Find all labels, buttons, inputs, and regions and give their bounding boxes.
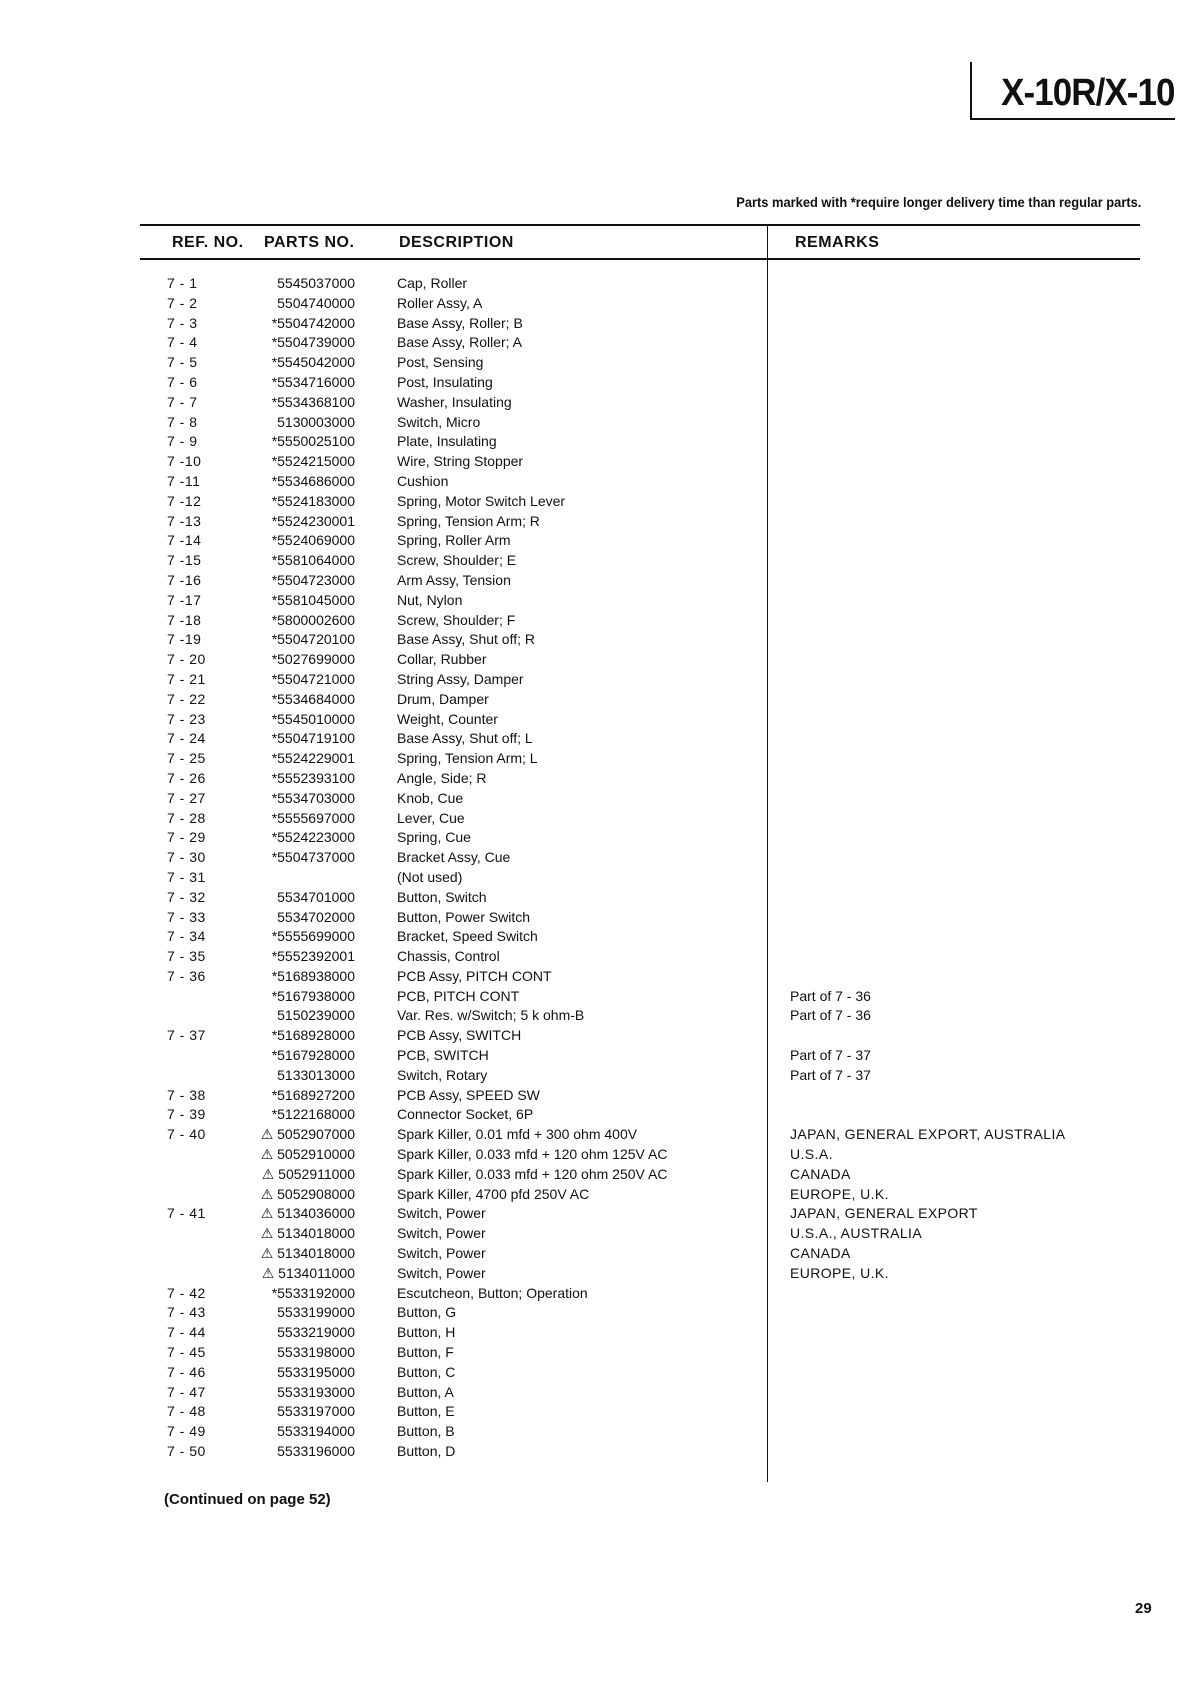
parts-no-cell: *5550025100	[271, 433, 355, 450]
table-row	[0, 1402, 1191, 1422]
table-top-rule	[140, 224, 1140, 226]
parts-no-cell: *5524230001	[271, 512, 355, 529]
table-row	[0, 1066, 1191, 1086]
parts-no-cell: ⚠ 5052908000	[260, 1185, 355, 1202]
parts-no-cell: *5552393100	[271, 769, 355, 786]
header-parts-no: PARTS NO.	[264, 234, 355, 251]
table-row	[0, 1343, 1191, 1363]
remarks-cell: Part of 7 - 37	[790, 1047, 871, 1064]
parts-no-cell: ⚠ 5052910000	[260, 1146, 355, 1163]
parts-no-cell: ⚠ 5134036000	[260, 1205, 355, 1222]
description-cell: PCB Assy, PITCH CONT	[397, 967, 552, 984]
parts-no-cell: *5545010000	[271, 710, 355, 727]
table-row	[0, 1006, 1191, 1026]
table-row	[0, 927, 1191, 947]
ref-no-cell: 7 - 30	[167, 849, 206, 866]
parts-no-cell: *5167938000	[271, 987, 355, 1004]
table-row	[0, 353, 1191, 373]
ref-no-cell: 7 -17	[167, 591, 202, 608]
model-title: X-10R/X-10	[1001, 72, 1175, 114]
description-cell: Roller Assy, A	[397, 294, 483, 311]
parts-no-cell: *5534368100	[271, 393, 355, 410]
ref-no-cell: 7 - 4	[167, 334, 198, 351]
description-cell: Escutcheon, Button; Operation	[397, 1284, 588, 1301]
parts-no-cell: *5167928000	[271, 1047, 355, 1064]
ref-no-cell: 7 -11	[167, 472, 201, 489]
description-cell: Nut, Nylon	[397, 591, 463, 608]
description-cell: Button, F	[397, 1344, 454, 1361]
ref-no-cell: 7 - 20	[167, 651, 206, 668]
header-ref-no: REF. NO.	[172, 234, 244, 251]
table-row	[0, 1086, 1191, 1106]
ref-no-cell: 7 -19	[167, 631, 202, 648]
ref-no-cell: 7 -14	[167, 532, 202, 549]
ref-no-cell: 7 - 47	[167, 1383, 206, 1400]
ref-no-cell: 7 - 36	[167, 967, 206, 984]
description-cell: Connector Socket, 6P	[397, 1106, 534, 1123]
table-row	[0, 670, 1191, 690]
parts-no-cell: ⚠ 5134018000	[260, 1225, 355, 1242]
remarks-cell: EUROPE, U.K.	[790, 1185, 889, 1202]
parts-no-cell: *5504742000	[271, 314, 355, 331]
table-row	[0, 1284, 1191, 1304]
table-row	[0, 967, 1191, 987]
table-row	[0, 571, 1191, 591]
remarks-cell: CANADA	[790, 1165, 851, 1182]
remarks-cell: JAPAN, GENERAL EXPORT	[790, 1205, 978, 1222]
table-row	[0, 393, 1191, 413]
table-row	[0, 987, 1191, 1007]
parts-no-cell: *5533192000	[271, 1284, 355, 1301]
table-row	[0, 789, 1191, 809]
ref-no-cell: 7 - 1	[167, 275, 198, 291]
table-row	[0, 769, 1191, 789]
table-row	[0, 868, 1191, 888]
parts-no-cell: *5534686000	[271, 472, 355, 489]
table-row	[0, 591, 1191, 611]
remarks-cell: Part of 7 - 37	[790, 1066, 871, 1083]
ref-no-cell: 7 -16	[167, 571, 202, 588]
table-row	[0, 1125, 1191, 1145]
parts-no-cell: 5533197000	[277, 1403, 355, 1420]
description-cell: Var. Res. w/Switch; 5 k ohm-B	[397, 1007, 585, 1024]
parts-no-cell: ⚠ 5052911000	[261, 1165, 355, 1182]
parts-no-cell: 5533196000	[277, 1443, 355, 1460]
parts-no-cell: *5524183000	[271, 492, 355, 509]
model-title-box	[970, 62, 1175, 120]
description-cell: Bracket, Speed Switch	[397, 928, 538, 945]
table-row	[0, 690, 1191, 710]
description-cell: Base Assy, Shut off; R	[397, 631, 535, 648]
ref-no-cell: 7 - 5	[167, 354, 198, 371]
parts-no-cell: *5555697000	[271, 809, 355, 826]
table-row	[0, 650, 1191, 670]
parts-no-cell: *5524229001	[271, 750, 355, 767]
description-cell: Spark Killer, 0.033 mfd + 120 ohm 250V AC	[397, 1165, 668, 1182]
ref-no-cell: 7 - 7	[167, 393, 198, 410]
description-cell: Spark Killer, 4700 pfd 250V AC	[397, 1185, 590, 1202]
description-cell: Button, H	[397, 1324, 456, 1341]
table-row	[0, 947, 1191, 967]
description-cell: Spring, Cue	[397, 829, 471, 846]
table-row	[0, 1244, 1191, 1264]
table-row	[0, 1442, 1191, 1462]
description-cell: Screw, Shoulder; E	[397, 552, 517, 569]
table-row	[0, 1303, 1191, 1323]
parts-no-cell: *5581045000	[271, 591, 355, 608]
ref-no-cell: 7 -12	[167, 492, 202, 509]
remarks-cell: U.S.A.	[790, 1146, 833, 1163]
ref-no-cell: 7 - 44	[167, 1324, 206, 1341]
description-cell: Switch, Power	[397, 1245, 486, 1262]
ref-no-cell: 7 - 25	[167, 750, 206, 767]
table-row	[0, 1422, 1191, 1442]
description-cell: Button, G	[397, 1304, 457, 1321]
parts-no-cell: *5555699000	[271, 928, 355, 945]
ref-no-cell: 7 -10	[167, 453, 202, 470]
ref-no-cell: 7 - 43	[167, 1304, 206, 1321]
parts-no-cell: *5122168000	[271, 1106, 355, 1123]
ref-no-cell: 7 - 37	[167, 1027, 206, 1044]
description-cell: Base Assy, Roller; B	[397, 314, 523, 331]
ref-no-cell: 7 - 22	[167, 690, 206, 707]
ref-no-cell: 7 - 26	[167, 769, 206, 786]
ref-no-cell: 7 - 41	[167, 1205, 206, 1222]
table-row	[0, 1185, 1191, 1205]
table-row	[0, 432, 1191, 452]
parts-no-cell: *5552392001	[271, 948, 355, 965]
table-row	[0, 333, 1191, 353]
table-row	[0, 1046, 1191, 1066]
parts-no-cell: 5533195000	[277, 1363, 355, 1380]
ref-no-cell: 7 -13	[167, 512, 202, 529]
ref-no-cell: 7 - 24	[167, 730, 206, 747]
description-cell: Washer, Insulating	[397, 393, 512, 410]
ref-no-cell: 7 - 3	[167, 314, 198, 331]
description-cell: PCB Assy, SWITCH	[397, 1027, 522, 1044]
table-row	[0, 630, 1191, 650]
description-cell: Button, B	[397, 1423, 455, 1440]
ref-no-cell: 7 -15	[167, 552, 202, 569]
ref-no-cell: 7 - 42	[167, 1284, 206, 1301]
delivery-note: Parts marked with *require longer delivery time than regular parts.	[735, 194, 1141, 210]
parts-no-cell: *5168927200	[271, 1086, 355, 1103]
ref-no-cell: 7 - 9	[167, 433, 198, 450]
ref-no-cell: 7 - 45	[167, 1344, 206, 1361]
table-row	[0, 472, 1191, 492]
table-row	[0, 888, 1191, 908]
table-row	[0, 1363, 1191, 1383]
table-row	[0, 1224, 1191, 1244]
ref-no-cell: 7 - 34	[167, 928, 206, 945]
ref-no-cell: 7 - 48	[167, 1403, 206, 1420]
ref-no-cell: 7 - 23	[167, 710, 206, 727]
description-cell: Angle, Side; R	[397, 769, 487, 786]
description-cell: Base Assy, Shut off; L	[397, 730, 533, 747]
table-row	[0, 809, 1191, 829]
ref-no-cell: 7 - 46	[167, 1363, 206, 1380]
ref-no-cell: 7 - 49	[167, 1423, 206, 1440]
ref-no-cell: 7 - 28	[167, 809, 206, 826]
description-cell: Button, A	[397, 1383, 454, 1400]
parts-no-cell: 5533219000	[277, 1324, 355, 1341]
description-cell: Bracket Assy, Cue	[397, 849, 511, 866]
description-cell: Switch, Power	[397, 1205, 486, 1222]
ref-no-cell: 7 - 39	[167, 1106, 206, 1123]
description-cell: Drum, Damper	[397, 690, 489, 707]
parts-no-cell: 5133013000	[277, 1066, 355, 1083]
ref-no-cell: 7 - 38	[167, 1086, 206, 1103]
description-cell: Spring, Tension Arm; L	[397, 750, 538, 767]
description-cell: Lever, Cue	[397, 809, 465, 826]
parts-no-cell: *5168938000	[271, 967, 355, 984]
ref-no-cell: 7 - 21	[167, 670, 206, 687]
description-cell: Spring, Roller Arm	[397, 532, 511, 549]
parts-no-cell: 5534701000	[277, 888, 355, 905]
table-row	[0, 611, 1191, 631]
remarks-cell: EUROPE, U.K.	[790, 1264, 889, 1281]
table-row	[0, 1105, 1191, 1125]
description-cell: Button, C	[397, 1363, 456, 1380]
table-row	[0, 828, 1191, 848]
ref-no-cell: 7 - 32	[167, 888, 206, 905]
description-cell: PCB Assy, SPEED SW	[397, 1086, 540, 1103]
description-cell: Spring, Motor Switch Lever	[397, 492, 566, 509]
table-row	[0, 373, 1191, 393]
parts-no-cell: *5581064000	[271, 552, 355, 569]
parts-no-cell: *5524215000	[271, 453, 355, 470]
page-number: 29	[1135, 1600, 1152, 1617]
ref-no-cell: 7 - 2	[167, 294, 198, 311]
description-cell: PCB, SWITCH	[397, 1047, 489, 1064]
table-row	[0, 314, 1191, 334]
description-cell: String Assy, Damper	[397, 670, 524, 687]
ref-no-cell: 7 - 29	[167, 829, 206, 846]
table-row	[0, 492, 1191, 512]
parts-no-cell: *5504721000	[271, 670, 355, 687]
description-cell: Switch, Power	[397, 1225, 486, 1242]
table-row	[0, 749, 1191, 769]
table-header-rule	[140, 258, 1140, 260]
remarks-cell: JAPAN, GENERAL EXPORT, AUSTRALIA	[790, 1126, 1066, 1143]
description-cell: Base Assy, Roller; A	[397, 334, 523, 351]
description-cell: Knob, Cue	[397, 789, 464, 806]
ref-no-cell: 7 - 27	[167, 789, 206, 806]
parts-no-cell: *5504723000	[271, 571, 355, 588]
description-cell: Spring, Tension Arm; R	[397, 512, 540, 529]
continued-note: (Continued on page 52)	[164, 1491, 331, 1508]
table-row	[0, 294, 1191, 314]
table-row	[0, 413, 1191, 433]
table-row	[0, 531, 1191, 551]
description-cell: PCB, PITCH CONT	[397, 987, 520, 1004]
parts-no-cell: 5130003000	[277, 413, 355, 430]
parts-no-cell: *5027699000	[271, 651, 355, 668]
ref-no-cell: 7 -18	[167, 611, 202, 628]
remarks-cell: Part of 7 - 36	[790, 1007, 871, 1024]
table-row	[0, 1026, 1191, 1046]
ref-no-cell: 7 - 31	[167, 868, 206, 885]
table-row	[0, 512, 1191, 532]
ref-no-cell: 7 - 35	[167, 948, 206, 965]
parts-no-cell: 5533194000	[277, 1423, 355, 1440]
description-cell: Spark Killer, 0.033 mfd + 120 ohm 125V AC	[397, 1146, 668, 1163]
description-cell: Switch, Rotary	[397, 1066, 488, 1083]
header-description: DESCRIPTION	[399, 234, 514, 251]
description-cell: Post, Insulating	[397, 373, 493, 390]
description-cell: Arm Assy, Tension	[397, 571, 511, 588]
table-row	[0, 908, 1191, 928]
description-cell: Screw, Shoulder; F	[397, 611, 516, 628]
parts-no-cell: *5524069000	[271, 532, 355, 549]
parts-no-cell: *5504719100	[271, 730, 355, 747]
remarks-cell: U.S.A., AUSTRALIA	[790, 1225, 923, 1242]
description-cell: Collar, Rubber	[397, 651, 487, 668]
parts-no-cell: *5534703000	[271, 789, 355, 806]
parts-no-cell: *5545042000	[271, 354, 355, 371]
parts-no-cell: *5504720100	[271, 631, 355, 648]
table-row	[0, 1323, 1191, 1343]
parts-no-cell: *5524223000	[271, 829, 355, 846]
parts-no-cell: *5504739000	[271, 334, 355, 351]
table-row	[0, 1264, 1191, 1284]
parts-no-cell: ⚠ 5134011000	[261, 1264, 355, 1281]
parts-no-cell: *5534684000	[271, 690, 355, 707]
ref-no-cell: 7 - 33	[167, 908, 206, 925]
parts-no-cell: 5533193000	[277, 1383, 355, 1400]
ref-no-cell: 7 - 50	[167, 1443, 206, 1460]
table-row	[0, 710, 1191, 730]
parts-no-cell: ⚠ 5134018000	[260, 1245, 355, 1262]
description-cell: Cap, Roller	[397, 275, 468, 291]
parts-no-cell: 5533198000	[277, 1344, 355, 1361]
description-cell: Wire, String Stopper	[397, 453, 524, 470]
description-cell: Button, E	[397, 1403, 455, 1420]
description-cell: Plate, Insulating	[397, 433, 497, 450]
parts-no-cell: *5168928000	[271, 1027, 355, 1044]
parts-no-cell: *5504737000	[271, 849, 355, 866]
description-cell: Button, D	[397, 1443, 456, 1460]
parts-no-cell: 5545037000	[277, 275, 355, 291]
ref-no-cell: 7 - 40	[167, 1126, 206, 1143]
table-row	[0, 274, 1191, 294]
description-cell: Switch, Power	[397, 1264, 486, 1281]
table-row	[0, 1145, 1191, 1165]
description-cell: Weight, Counter	[397, 710, 498, 727]
description-cell: Post, Sensing	[397, 354, 484, 371]
parts-no-cell: *5800002600	[271, 611, 355, 628]
table-row	[0, 1165, 1191, 1185]
description-cell: Button, Switch	[397, 888, 487, 905]
parts-no-cell: 5150239000	[277, 1007, 355, 1024]
description-cell: (Not used)	[397, 868, 463, 885]
parts-no-cell: ⚠ 5052907000	[260, 1126, 355, 1143]
table-row	[0, 1383, 1191, 1403]
description-cell: Cushion	[397, 472, 449, 489]
table-row	[0, 551, 1191, 571]
table-row	[0, 729, 1191, 749]
parts-no-cell: *5534716000	[271, 373, 355, 390]
ref-no-cell: 7 - 8	[167, 413, 198, 430]
ref-no-cell: 7 - 6	[167, 373, 198, 390]
table-row	[0, 848, 1191, 868]
remarks-cell: CANADA	[790, 1245, 851, 1262]
description-cell: Spark Killer, 0.01 mfd + 300 ohm 400V	[397, 1126, 638, 1143]
description-cell: Switch, Micro	[397, 413, 481, 430]
parts-no-cell: 5533199000	[277, 1304, 355, 1321]
description-cell: Chassis, Control	[397, 948, 500, 965]
description-cell: Button, Power Switch	[397, 908, 531, 925]
parts-no-cell: 5504740000	[277, 294, 355, 311]
remarks-cell: Part of 7 - 36	[790, 987, 871, 1004]
table-row	[0, 452, 1191, 472]
header-remarks: REMARKS	[795, 234, 880, 251]
table-row	[0, 1204, 1191, 1224]
parts-table-body	[0, 274, 1191, 1462]
parts-no-cell: 5534702000	[277, 908, 355, 925]
